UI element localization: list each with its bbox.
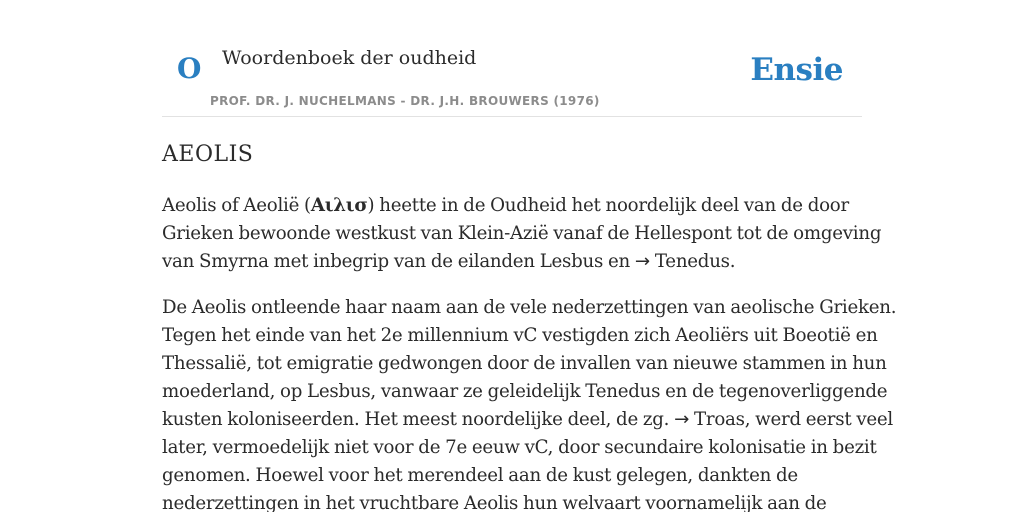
text-line: moederland, op Lesbus, vanwaar ze geleidelijk Tenedus en de tegenoverliggende bbox=[162, 381, 888, 402]
index-letter[interactable]: O bbox=[177, 52, 202, 85]
cross-reference-arrow-icon[interactable]: → bbox=[674, 409, 690, 430]
page bbox=[162, 0, 897, 512]
text-line: later, vermoedelijk niet voor de 7e eeuw vC, door secundaire kolonisatie in bezit bbox=[162, 437, 877, 458]
cross-reference-link[interactable]: Tenedus. bbox=[649, 251, 736, 272]
text-line: genomen. Hoewel voor het merendeel aan de kust gelegen, dankten de bbox=[162, 465, 798, 486]
text-line: Tegen het einde van het 2e millennium vC vestigden zich Aeoliërs uit Boeotië en bbox=[162, 325, 878, 346]
text-line: Grieken bewoonde westkust van Klein-Azië vanaf de Hellespont tot de omgeving bbox=[162, 223, 882, 244]
brand-logo[interactable]: Ensie bbox=[750, 52, 843, 88]
text-line: nederzettingen in het vruchtbare Aeolis hun welvaart voornamelijk aan de bbox=[162, 493, 827, 512]
entry-title: AEOLIS bbox=[162, 142, 254, 167]
entry-body bbox=[162, 192, 897, 512]
book-title[interactable]: Woordenboek der oudheid bbox=[222, 47, 477, 69]
greek-term: Αιλισ bbox=[310, 195, 368, 216]
paragraph-2 bbox=[162, 294, 897, 512]
text-line: Aeolis of Aeolië (Αιλισ) heette in de Oudheid het noordelijk deel van de door bbox=[162, 195, 849, 216]
book-authors: PROF. DR. J. NUCHELMANS - DR. J.H. BROUWERS (1976) bbox=[210, 94, 600, 108]
paragraph-1 bbox=[162, 192, 882, 276]
cross-reference-link[interactable]: Troas, werd eerst veel bbox=[689, 409, 893, 430]
cross-reference-arrow-icon[interactable]: → bbox=[634, 251, 650, 272]
text-line: De Aeolis ontleende haar naam aan de vele nederzettingen van aeolische Grieken. bbox=[162, 297, 897, 318]
text-line: van Smyrna met inbegrip van de eilanden Lesbus en → Tenedus. bbox=[162, 251, 736, 272]
text-line: Thessalië, tot emigratie gedwongen door de invallen van nieuwe stammen in hun bbox=[162, 353, 887, 374]
text-line: kusten koloniseerden. Het meest noordelijke deel, de zg. → Troas, werd eerst veel bbox=[162, 409, 893, 430]
dictionary-header bbox=[162, 0, 862, 117]
